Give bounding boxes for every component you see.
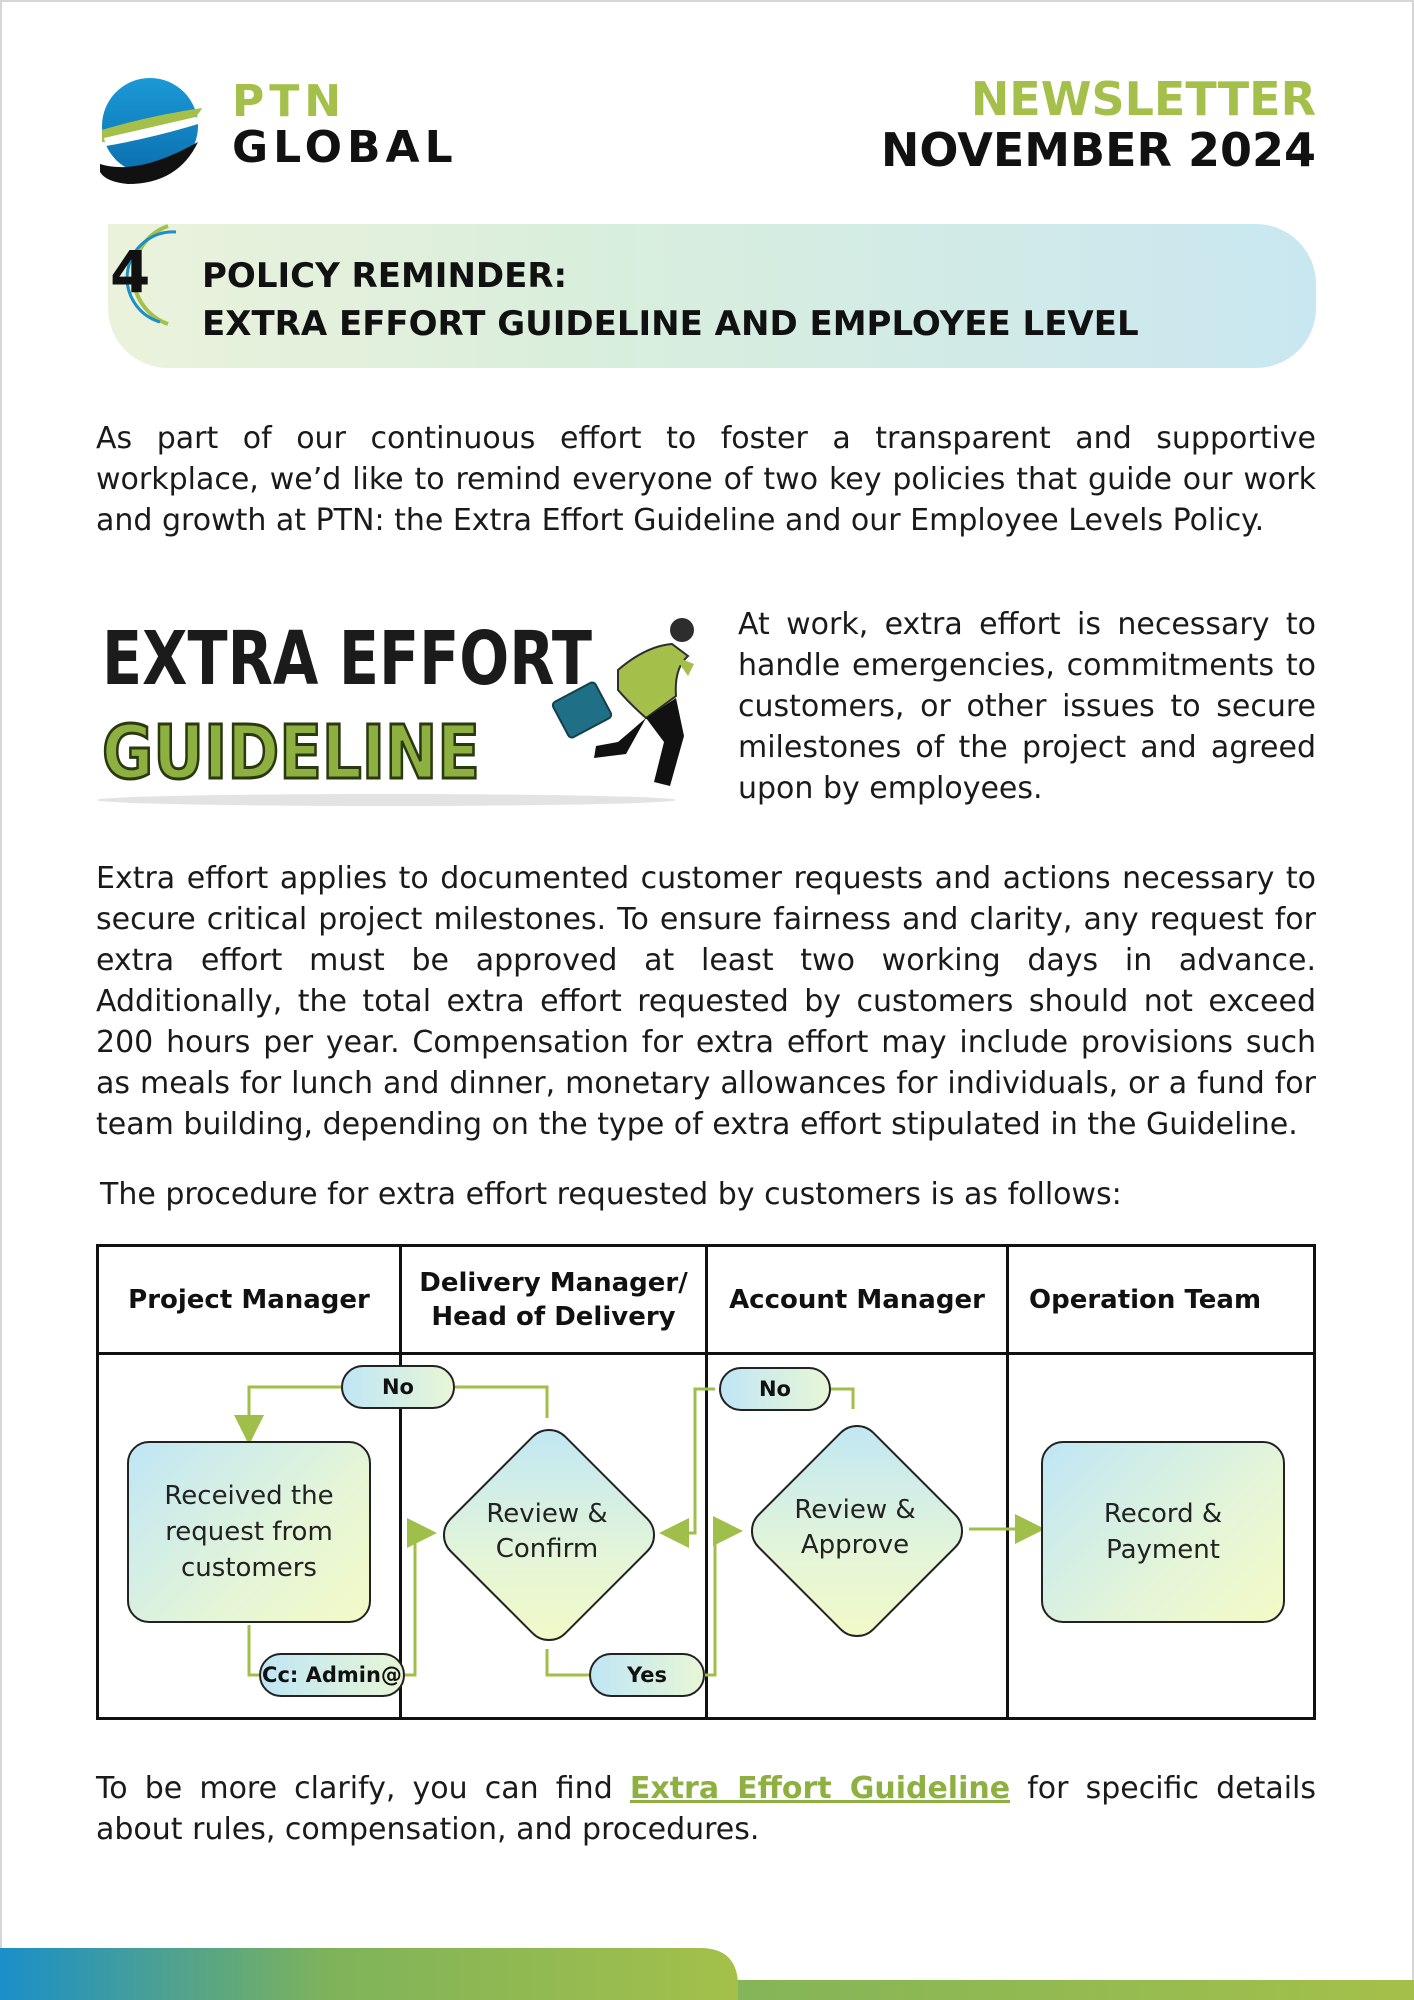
logo-wordmark xyxy=(232,76,458,173)
step1-line2: request from xyxy=(165,1517,333,1547)
step2-line2: Confirm xyxy=(495,1534,599,1564)
step4-line1: Record & xyxy=(1103,1499,1223,1529)
step2-line1: Review & xyxy=(486,1499,608,1529)
closing-paragraph xyxy=(96,1768,1316,1850)
side-text: At work, extra effort is necessary to handle emergencies, commitments to customers, or other issues to secure milestones of the project and agreed upon by employees. xyxy=(738,607,1316,806)
label-no-approve: No xyxy=(719,1367,831,1411)
step-record-payment xyxy=(1041,1441,1285,1623)
step1-line3: customers xyxy=(181,1553,317,1583)
newsletter-label: NEWSLETTER xyxy=(970,72,1316,126)
step3-line2: Approve xyxy=(800,1530,910,1560)
column-header-delivery-line2: Head of Delivery xyxy=(431,1301,676,1332)
section-number: 4 xyxy=(110,238,151,306)
graphic-title-line1: EXTRA EFFORT xyxy=(102,616,593,702)
issue-date: NOVEMBER 2024 xyxy=(880,122,1316,177)
section-title-line1: POLICY REMINDER: xyxy=(202,256,568,296)
logo-ptn: PTN xyxy=(232,76,347,127)
intro-text: As part of our continuous effort to foster a transparent and supportive workplace, we’d like to remind everyone of two key policies that guide our work and growth at PTN: the Extra Effort Guideline and our Employee Levels Policy. xyxy=(96,421,1316,538)
extra-effort-guideline-graphic xyxy=(98,586,694,808)
column-header-account-manager: Account Manager xyxy=(729,1284,985,1315)
procedure-intro-text: The procedure for extra effort requested by customers is as follows: xyxy=(100,1177,1122,1212)
body-paragraph xyxy=(96,858,1316,1145)
intro-paragraph xyxy=(96,418,1316,541)
procedure-intro xyxy=(100,1174,1316,1215)
extra-effort-guideline-link[interactable]: Extra Effort Guideline xyxy=(629,1771,1011,1806)
label-yes: Yes xyxy=(589,1653,705,1697)
section-title xyxy=(202,252,1139,348)
column-header-delivery-line1: Delivery Manager/ xyxy=(419,1267,688,1298)
procedure-flowchart xyxy=(96,1244,1316,1720)
step3-line1: Review & xyxy=(794,1495,916,1525)
section-title-line2: EXTRA EFFORT GUIDELINE AND EMPLOYEE LEVEL xyxy=(202,304,1139,344)
newsletter-heading xyxy=(881,74,1316,175)
column-header-project-manager: Project Manager xyxy=(128,1284,370,1315)
step1-line1: Received the xyxy=(164,1481,334,1511)
footer-gradient-bar xyxy=(0,1946,1414,2000)
graphic-title-line2: GUIDELINE xyxy=(102,710,480,796)
step4-line2: Payment xyxy=(1106,1535,1220,1565)
ptn-globe-logo xyxy=(98,72,206,190)
side-paragraph xyxy=(738,604,1316,809)
closing-text-after: for specific details about rules, compensation, and procedures. xyxy=(96,1771,1317,1847)
column-header-operation-team: Operation Team xyxy=(1029,1284,1262,1315)
body-text: Extra effort applies to documented customer requests and actions necessary to secure critical project milestones. To ensure fairness and clarity, any request for extra effort must be approved at least two working days in advance. Additionally, the total extra effort requested by customers should not exceed 200 hours per year. Compensation for extra effort may include provisions such as meals for lunch and dinner, monetary allowances for individuals, or a fund for team building, depending on the type of extra effort stipulated in the Guideline. xyxy=(96,861,1316,1142)
label-cc-admin: Cc: Admin@ xyxy=(259,1653,405,1697)
step-review-approve xyxy=(755,1493,955,1563)
logo-global: GLOBAL xyxy=(232,122,458,173)
closing-text-before: To be more clarify, you can find xyxy=(96,1771,630,1806)
label-no-confirm: No xyxy=(341,1365,455,1409)
step-review-confirm xyxy=(447,1497,647,1567)
step-received-request xyxy=(127,1441,371,1623)
